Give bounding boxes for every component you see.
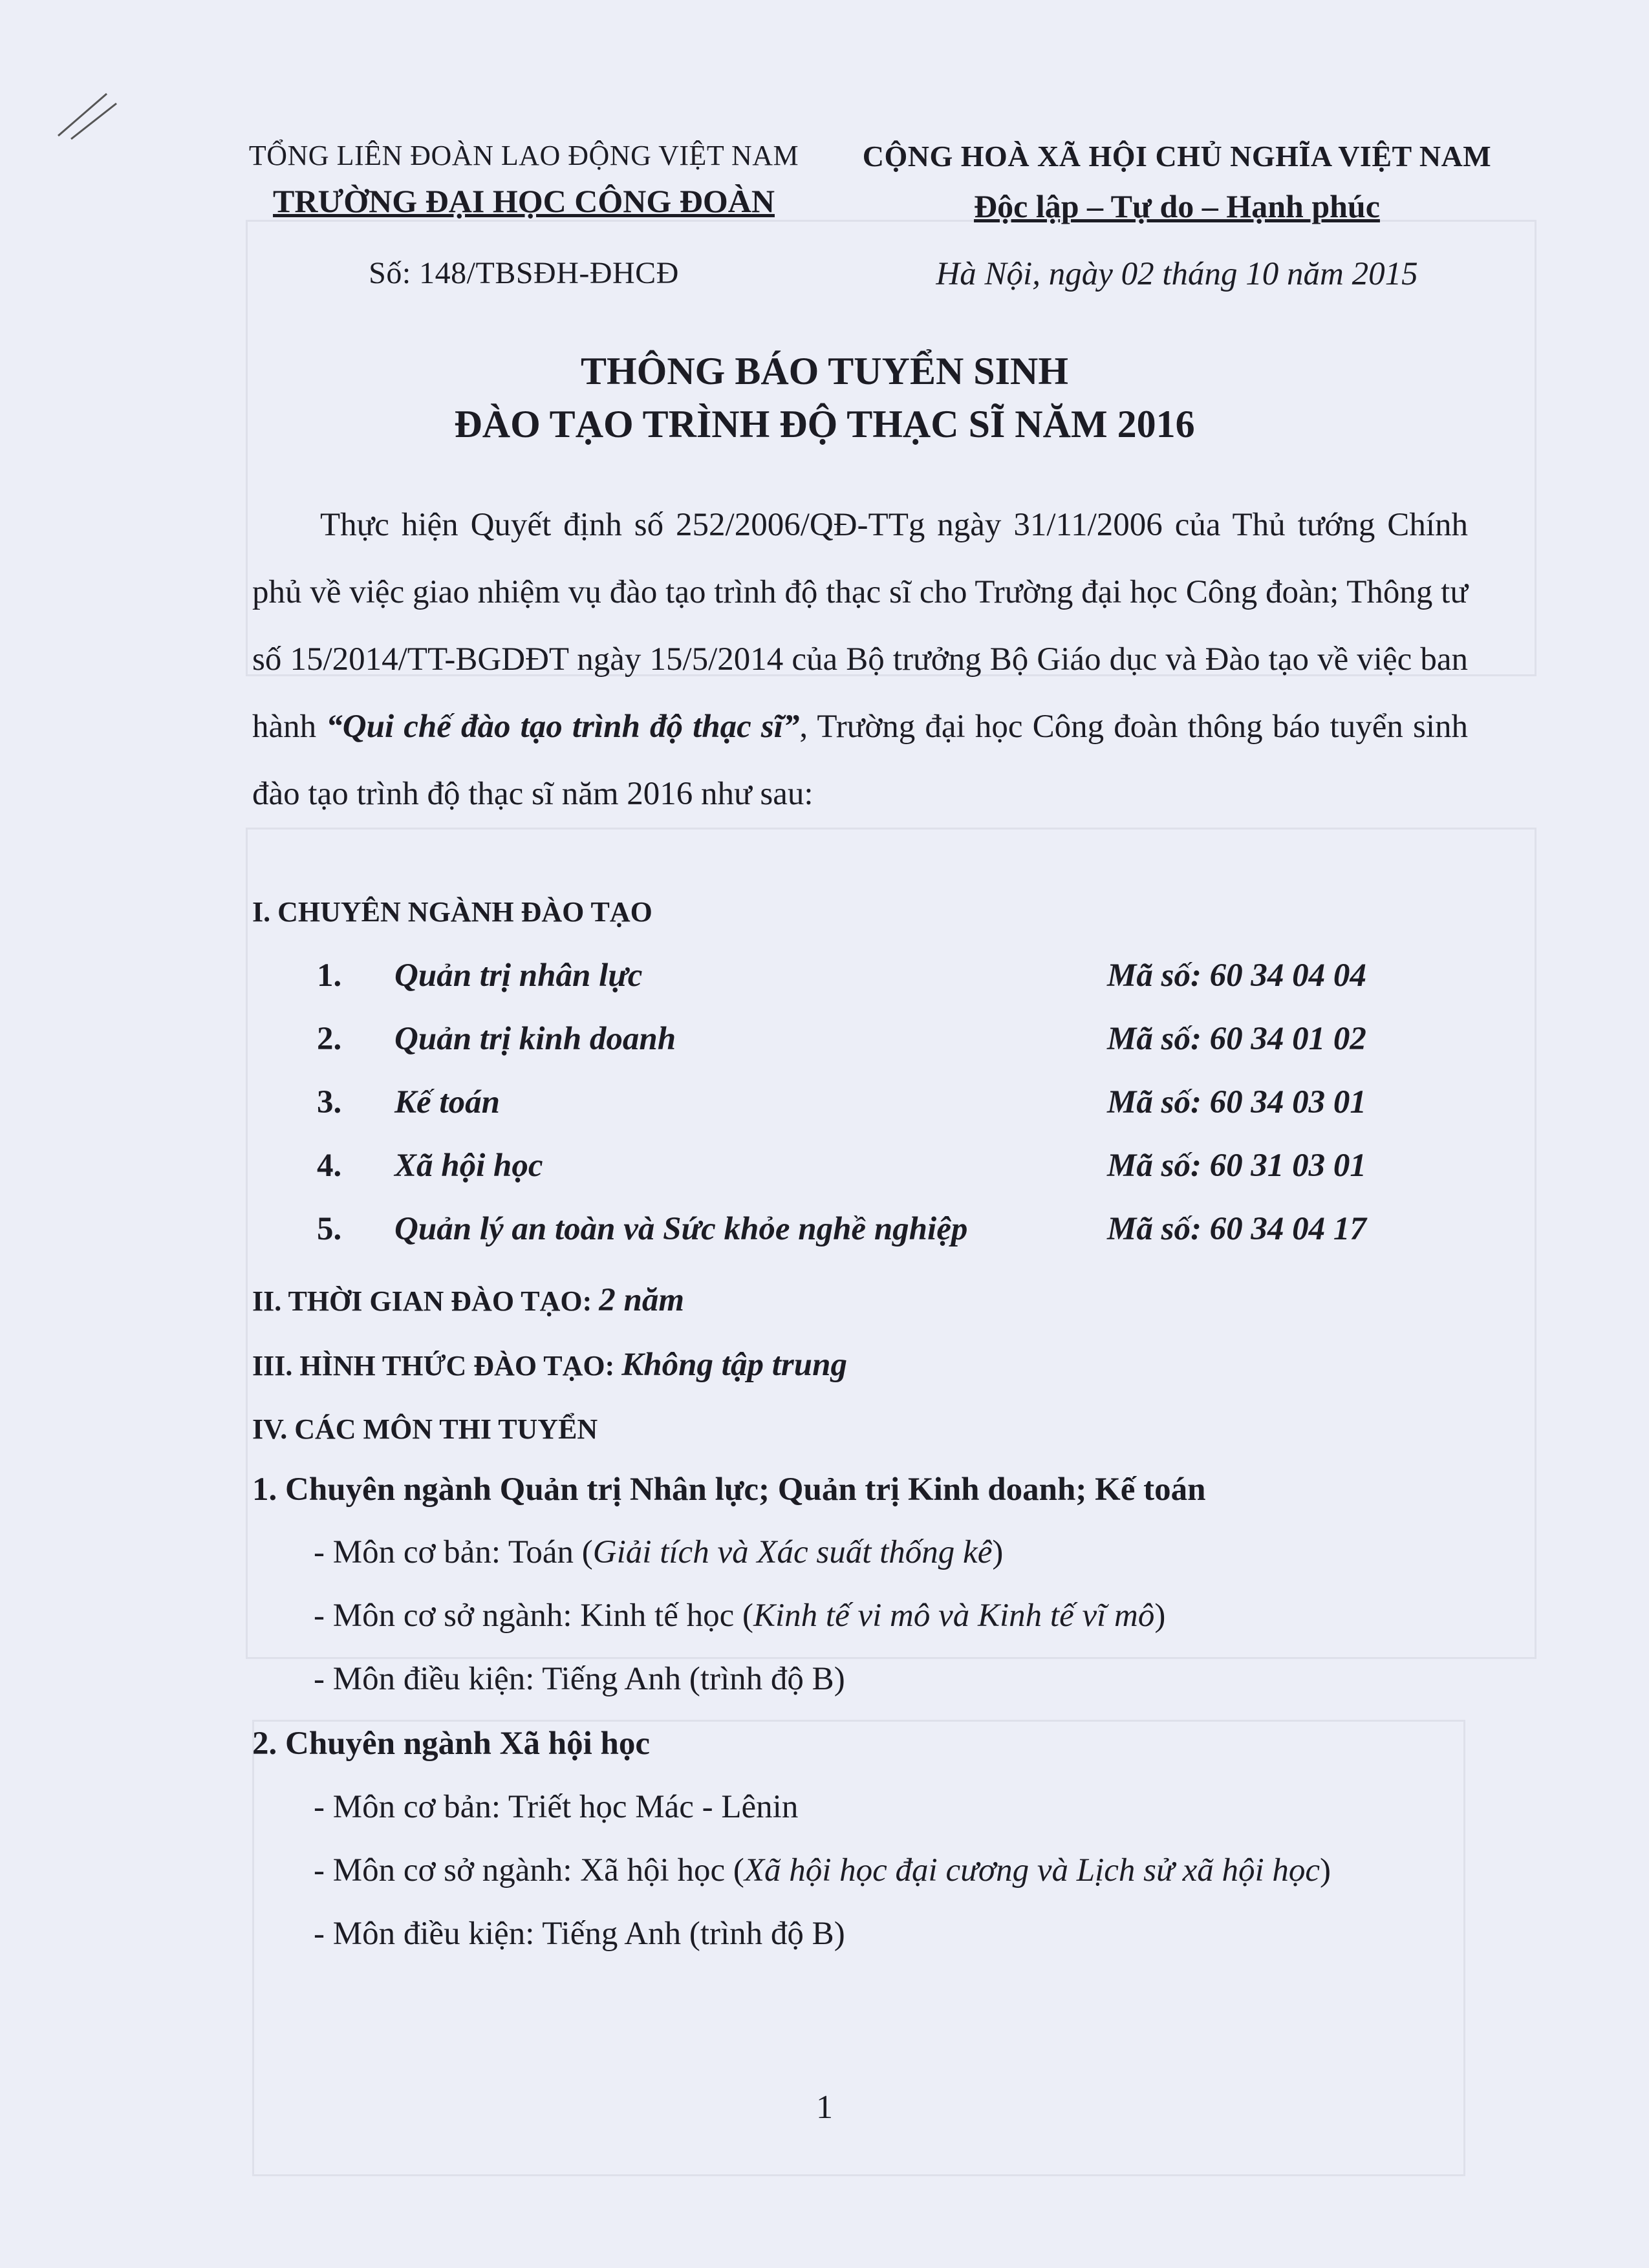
exam-item-detail: Xã hội học đại cương và Lịch sử xã hội học xyxy=(744,1852,1320,1888)
section-1-heading: I. CHUYÊN NGÀNH ĐÀO TẠO xyxy=(252,896,652,928)
exam-item-end: ) xyxy=(1320,1852,1331,1888)
page-number: 1 xyxy=(816,2089,833,2126)
exam-group-2-title: 2. Chuyên ngành Xã hội học xyxy=(252,1726,651,1762)
exam-item xyxy=(314,1912,845,1955)
exam-item-detail: Kinh tế vi mô và Kinh tế vĩ mô xyxy=(753,1598,1155,1634)
intro-paragraph xyxy=(252,491,1468,828)
intro-text-2: , Trường đại học Công đoàn thông báo tuyển sinh đào tạo trình độ thạc sĩ năm 2016 như sau: xyxy=(252,709,1468,812)
major-name: Kế toán xyxy=(394,1084,500,1120)
major-code: Mã số: 60 34 04 17 xyxy=(1107,1211,1366,1247)
major-number: 2. xyxy=(317,1021,342,1057)
exam-item-end: ) xyxy=(1154,1598,1166,1634)
major-code: Mã số: 60 34 03 01 xyxy=(1107,1084,1366,1120)
section-3-value: Không tập trung xyxy=(621,1347,847,1383)
exam-item-label: - Môn cơ bản: Triết học Mác - Lênin xyxy=(314,1789,799,1825)
intro-text-1: Thực hiện Quyết định số 252/2006/QĐ-TTg ngày 31/11/2006 của Thủ tướng Chính phủ về việc giao nhiệm vụ đào tạo trình độ thạc sĩ cho Trường đại học Công đoàn; Thông tư số 15/2014/TT-BGDĐT ngày 15/5/2014 của Bộ trưởng Bộ Giáo dục và Đào tạo về việc ban hành xyxy=(252,507,1468,745)
major-name: Quản trị nhân lực xyxy=(394,957,643,994)
major-number: 3. xyxy=(317,1084,342,1120)
exam-item-end: ) xyxy=(992,1534,1004,1570)
major-name: Quản lý an toàn và Sức khỏe nghề nghiệp xyxy=(394,1211,968,1247)
document-date: Hà Nội, ngày 02 tháng 10 năm 2015 xyxy=(936,256,1418,292)
school-name: TRƯỜNG ĐẠI HỌC CÔNG ĐOÀN xyxy=(273,183,775,219)
national-title: CỘNG HOÀ XÃ HỘI CHỦ NGHĨA VIỆT NAM xyxy=(862,140,1492,173)
exam-group-1-title: 1. Chuyên ngành Quản trị Nhân lực; Quản trị Kinh doanh; Kế toán xyxy=(252,1471,1206,1508)
organization-name: TỔNG LIÊN ĐOÀN LAO ĐỘNG VIỆT NAM xyxy=(248,140,799,171)
exam-item-detail: Giải tích và Xác suất thống kê xyxy=(592,1534,993,1570)
major-code: Mã số: 60 34 04 04 xyxy=(1107,957,1366,994)
exam-item-label: - Môn cơ bản: Toán ( xyxy=(314,1534,593,1570)
major-name: Quản trị kinh doanh xyxy=(394,1021,676,1057)
scan-mark xyxy=(45,78,123,149)
exam-item xyxy=(314,1849,1331,1892)
exam-item xyxy=(314,1531,1003,1574)
exam-item-label: - Môn điều kiện: Tiếng Anh (trình độ B) xyxy=(314,1661,845,1697)
section-4-heading: IV. CÁC MÔN THI TUYỂN xyxy=(252,1413,598,1445)
major-number: 1. xyxy=(317,957,342,994)
section-2-value: 2 năm xyxy=(599,1282,685,1318)
major-code: Mã số: 60 34 01 02 xyxy=(1107,1021,1366,1057)
major-name: Xã hội học xyxy=(394,1148,543,1184)
document-number: Số: 148/TBSĐH-ĐHCĐ xyxy=(369,256,679,290)
section-2-label: II. THỜI GIAN ĐÀO TẠO: xyxy=(252,1285,599,1317)
major-code: Mã số: 60 31 03 01 xyxy=(1107,1148,1366,1184)
major-number: 4. xyxy=(317,1148,342,1184)
regulation-title: “Qui chế đào tạo trình độ thạc sĩ” xyxy=(326,709,800,745)
document-title-line2: ĐÀO TẠO TRÌNH ĐỘ THẠC SĨ NĂM 2016 xyxy=(454,403,1195,445)
section-3-label: III. HÌNH THỨC ĐÀO TẠO: xyxy=(252,1350,622,1382)
exam-item-label: - Môn cơ sở ngành: Kinh tế học ( xyxy=(314,1598,753,1634)
section-3 xyxy=(252,1346,847,1384)
exam-item-label: - Môn điều kiện: Tiếng Anh (trình độ B) xyxy=(314,1916,845,1952)
national-motto-text: Độc lập – Tự do – Hạnh phúc xyxy=(974,188,1380,224)
exam-item xyxy=(314,1658,845,1700)
exam-item xyxy=(314,1786,798,1828)
exam-item-label: - Môn cơ sở ngành: Xã hội học ( xyxy=(314,1852,744,1888)
national-motto xyxy=(854,187,1500,225)
section-2 xyxy=(252,1281,684,1319)
major-number: 5. xyxy=(317,1211,342,1247)
document-title-line1: THÔNG BÁO TUYỂN SINH xyxy=(580,350,1069,392)
exam-item xyxy=(314,1594,1165,1637)
